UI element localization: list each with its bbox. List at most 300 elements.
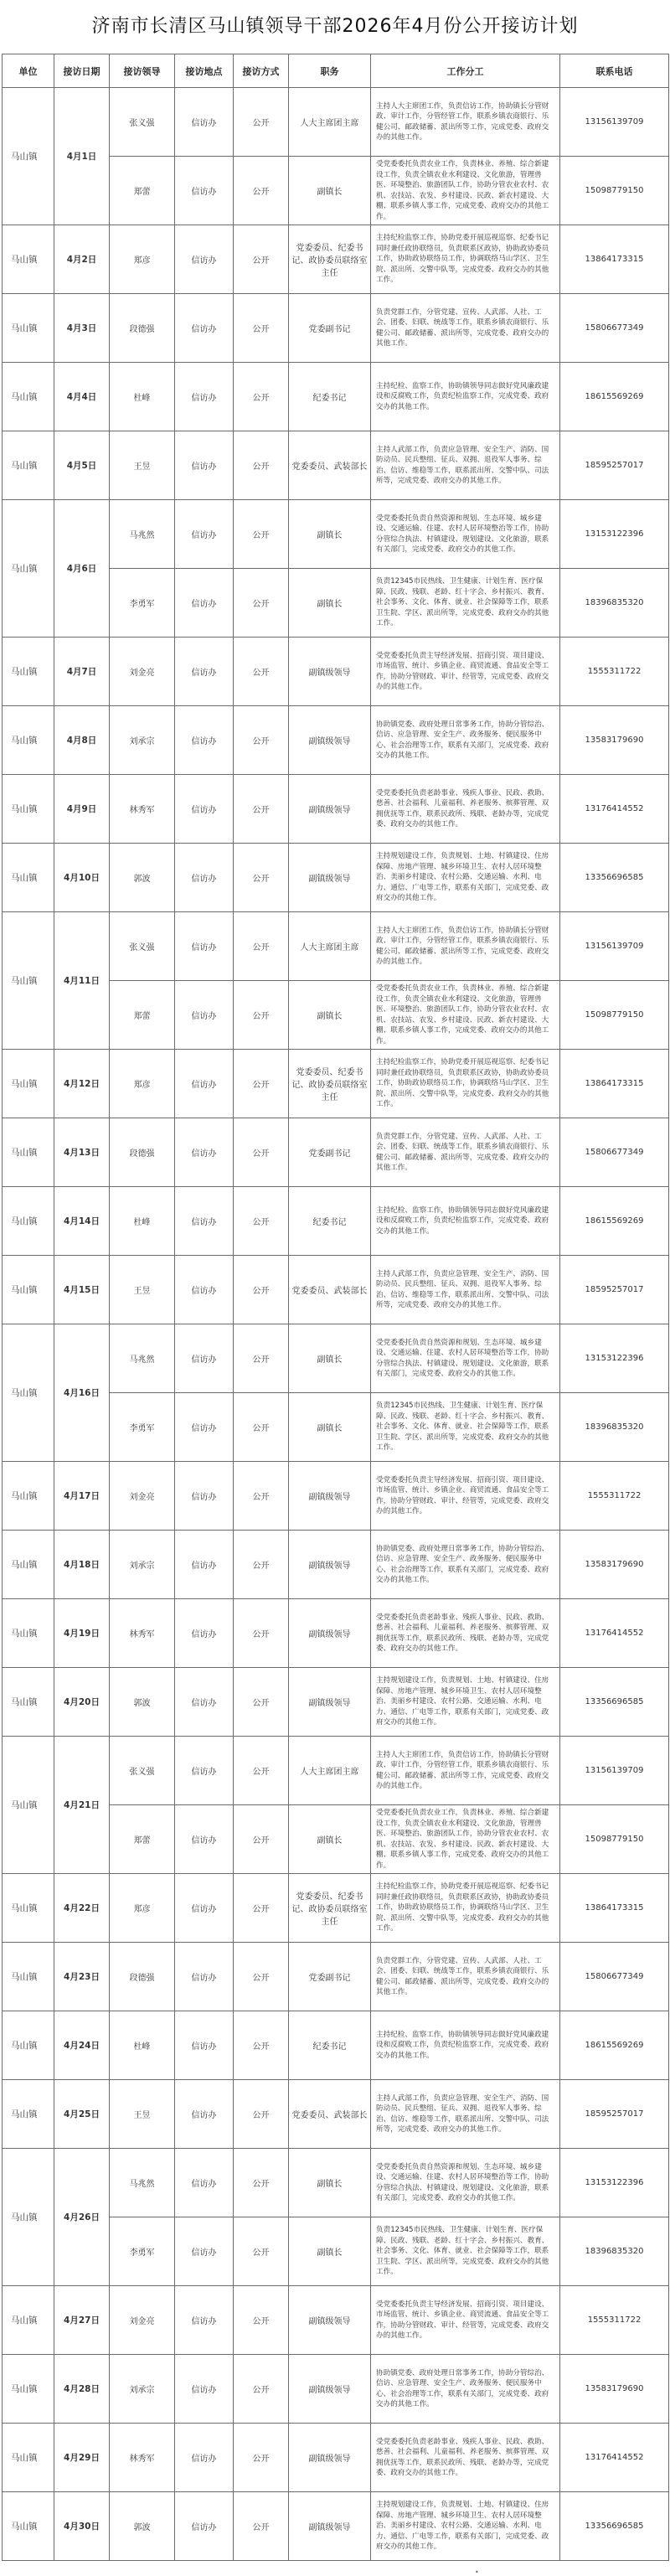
duty-cell: 协助镇党委、政府处理日常事务工作，协助分管综治、信访、应急管理、安全生产、政务服务、便民服务中心、社会治理等工作，联系有关部门，完成党委、政府交办的其他工作。 [371,1531,560,1599]
role-cell: 人大主席团主席 [289,912,371,981]
duty-cell: 受党委委托负责主导经济发展、招商引资、项目建设、市场监管、统计、乡镇企业、商贸流通、食品安全等工作，协助分管财政、审计、经管等，完成党委、政府交办的其他工作。 [371,638,560,706]
header-way: 接访方式 [234,54,289,88]
table-row [3,294,669,363]
table-row [3,912,669,981]
date-cell: 4月18日 [54,1531,110,1599]
way-cell: 公开 [234,775,289,844]
phone-cell: 18615569269 [560,2011,669,2080]
role-cell: 副镇长 [289,1393,371,1462]
phone-cell: 13356696585 [560,844,669,912]
role-cell: 副镇级领导 [289,2286,371,2355]
phone-cell: 13153122396 [560,2149,669,2217]
unit-cell: 马山镇 [3,431,54,500]
way-cell: 公开 [234,2011,289,2080]
role-cell: 党委委员、武装部长 [289,2080,371,2149]
table-row [3,1737,669,1805]
way-cell: 公开 [234,363,289,431]
unit-cell: 马山镇 [3,638,54,706]
leader-cell: 马兆然 [110,2149,175,2217]
leader-cell: 郭波 [110,1668,175,1737]
duty-cell: 协助镇党委、政府处理日常事务工作，协助分管综治、信访、应急管理、安全生产、政务服务、便民服务中心、社会治理等工作，联系有关部门，完成党委、政府交办的其他工作。 [371,706,560,775]
role-cell: 副镇长 [289,981,371,1050]
place-cell: 信访办 [175,706,234,775]
unit-cell: 马山镇 [3,1943,54,2011]
role-cell: 人大主席团主席 [289,1737,371,1805]
table-row [3,363,669,431]
duty-cell: 受党委委托负责农业工作，负责林业、养殖、综合新建设工作，负责全镇农业水利建设、文化旅游，管理兽医、环境整治、旅游团队工作，协助分管农业农村、农机、农技站、农发、乡村建设、民政、新农村建设、大棚、联系乡镇人事工作，完成党委、政府交办的其他工作。 [371,981,560,1050]
leader-cell: 张义强 [110,88,175,157]
duty-cell: 主持人大主席团工作，负责信访工作，协助镇长分管财政、审计工作，分管经管工作，联系乡镇农商银行、乐健公司、邮政储蓄、派出所等工作，完成党委、政府交办的其他工作。 [371,912,560,981]
way-cell: 公开 [234,2149,289,2217]
place-cell: 信访办 [175,1187,234,1256]
role-cell: 副镇级领导 [289,775,371,844]
role-cell: 副镇长 [289,569,371,638]
phone-cell: 13156139709 [560,1737,669,1805]
role-cell: 副镇长 [289,500,371,569]
way-cell: 公开 [234,1668,289,1737]
place-cell: 信访办 [175,431,234,500]
duty-cell: 受党委委托负责农业工作，负责林业、养殖、综合新建设工作，负责全镇农业水利建设、文化旅游，管理兽医、环境整治、旅游团队工作，协助分管农业农村、农机、农技站、农发、乡村建设、民政、新农村建设、大棚、联系乡镇人事工作，完成党委、政府交办的其他工作。 [371,157,560,225]
leader-cell: 张义强 [110,912,175,981]
unit-cell: 马山镇 [3,1874,54,1943]
date-cell: 4月13日 [54,1118,110,1187]
table-row [3,1599,669,1668]
phone-cell: 18396835320 [560,2217,669,2286]
unit-cell: 马山镇 [3,363,54,431]
duty-cell: 受党委委托负责老龄事业、残疾人事业、民政、救助、慈善、社会福利、儿童福利、养老服务、殡葬管理、双拥优抚等工作，联系民政所、残联、老龄办等，完成党委、政府交办的其他工作。 [371,2424,560,2492]
way-cell: 公开 [234,1874,289,1943]
date-cell: 4月28日 [54,2355,110,2424]
way-cell: 公开 [234,2492,289,2561]
leader-cell: 郑彦 [110,1874,175,1943]
unit-cell: 马山镇 [3,88,54,225]
date-cell: 4月24日 [54,2011,110,2080]
leader-cell: 刘承宗 [110,1531,175,1599]
date-cell: 4月5日 [54,431,110,500]
unit-cell: 马山镇 [3,1668,54,1737]
phone-cell: 13153122396 [560,1324,669,1393]
phone-cell: 1555311722 [560,638,669,706]
place-cell: 信访办 [175,2355,234,2424]
duty-cell: 受党委委托负责主导经济发展、招商引资、项目建设、市场监管、统计、乡镇企业、商贸流通、食品安全等工作，协助分管财政、审计、经管等，完成党委、政府交办的其他工作。 [371,1462,560,1531]
header-leader: 接访领导 [110,54,175,88]
leader-cell: 王昱 [110,1256,175,1324]
phone-cell: 18615569269 [560,1187,669,1256]
phone-cell: 13864173315 [560,1050,669,1118]
role-cell: 副镇级领导 [289,1599,371,1668]
leader-cell: 郭波 [110,844,175,912]
role-cell: 党委副书记 [289,1943,371,2011]
duty-cell: 受党委委托负责农业工作，负责林业、养殖、综合新建设工作，负责全镇农业水利建设、文化旅游，管理兽医、环境整治、旅游团队工作，协助分管农业农村、农机、农技站、农发、乡村建设、民政、新农村建设、大棚、联系乡镇人事工作，完成党委、政府交办的其他工作。 [371,1805,560,1874]
date-cell: 4月4日 [54,363,110,431]
phone-cell: 13156139709 [560,88,669,157]
duty-cell: 主持纪检监察工作，协助党委开展巡视巡察、纪委书记同时兼任政协联络员，负责联系区政协，协助政协委员工作，协助政协联络员工作，协调联络马山学区、卫生院、派出所、交警中队等，完成党委、政府交办的其他工作。 [371,1050,560,1118]
table-row [3,2492,669,2561]
way-cell: 公开 [234,1050,289,1118]
place-cell: 信访办 [175,2149,234,2217]
duty-cell: 受党委委托负责自然资源和规划、生态环境、城乡建设、交通运输、住建、农村人居环境整治等工作，协助分管综合执法、村镇建设、规划建设、文化旅游，联系有关部门，完成党委、政府交办的其他工作。 [371,2149,560,2217]
table-row [3,2355,669,2424]
footer-mark: • [475,2568,479,2576]
duty-cell: 主持纪检、监察工作，协助镇领导同志做好党风廉政建设和反腐败工作，负责纪检监察工作，完成党委、政府交办的其他工作。 [371,2011,560,2080]
date-cell: 4月19日 [54,1599,110,1668]
date-cell: 4月29日 [54,2424,110,2492]
date-cell: 4月8日 [54,706,110,775]
leader-cell: 张义强 [110,1737,175,1805]
table-row [3,2080,669,2149]
phone-cell: 15806677349 [560,294,669,363]
date-cell: 4月6日 [54,500,110,638]
phone-cell: 13176414552 [560,775,669,844]
place-cell: 信访办 [175,981,234,1050]
duty-cell: 主持纪检、监察工作，协助镇领导同志做好党风廉政建设和反腐败工作，负责纪检监察工作，完成党委、政府交办的其他工作。 [371,363,560,431]
phone-cell: 13583179690 [560,1531,669,1599]
phone-cell: 18396835320 [560,569,669,638]
unit-cell: 马山镇 [3,2149,54,2286]
date-cell: 4月3日 [54,294,110,363]
way-cell: 公开 [234,2286,289,2355]
way-cell: 公开 [234,2080,289,2149]
place-cell: 信访办 [175,1050,234,1118]
table-row [3,1874,669,1943]
unit-cell: 马山镇 [3,2424,54,2492]
role-cell: 副镇级领导 [289,706,371,775]
way-cell: 公开 [234,431,289,500]
way-cell: 公开 [234,569,289,638]
date-cell: 4月12日 [54,1050,110,1118]
unit-cell: 马山镇 [3,500,54,638]
phone-cell: 13356696585 [560,1668,669,1737]
leader-cell: 王昱 [110,431,175,500]
place-cell: 信访办 [175,1462,234,1531]
role-cell: 纪委书记 [289,363,371,431]
unit-cell: 马山镇 [3,1324,54,1462]
leader-cell: 李勇军 [110,2217,175,2286]
header-phone: 联系电话 [560,54,669,88]
date-cell: 4月22日 [54,1874,110,1943]
role-cell: 副镇级领导 [289,2355,371,2424]
place-cell: 信访办 [175,2424,234,2492]
unit-cell: 马山镇 [3,775,54,844]
date-cell: 4月16日 [54,1324,110,1462]
duty-cell: 主持人大主席团工作，负责信访工作，协助镇长分管财政、审计工作，分管经管工作，联系乡镇农商银行、乐健公司、邮政储蓄、派出所等工作，完成党委、政府交办的其他工作。 [371,1737,560,1805]
place-cell: 信访办 [175,1874,234,1943]
phone-cell: 13864173315 [560,225,669,294]
duty-cell: 负责党群工作，分管党建、宣传、人武部、人社、工会、团委、妇联、统战等工作，联系乡镇农商银行、乐健公司、邮政储蓄、派出所等，完成党委、政府交办的其他工作。 [371,294,560,363]
leader-cell: 杜峰 [110,1187,175,1256]
way-cell: 公开 [234,1943,289,2011]
phone-cell: 15098779150 [560,1805,669,1874]
duty-cell: 主持规划建设工作，负责规划、土地、村镇建设、住房保障、房地产管理、城乡环境卫生、农村人居环境整治、美丽乡村建设、农村公路、交通运输、水利、电力、通信、广电等工作，联系有关部门，完成党委、政府交办的其他工作。 [371,844,560,912]
unit-cell: 马山镇 [3,225,54,294]
duty-cell: 负责12345市民热线、卫生健康、计划生育、医疗保障、民政、残联、老龄、红十字会、乡村振兴、教育、社会事务、文化、体育、就业、社会保障等工作，联系卫生院、学区、派出所等，完成党委、政府交办的其他工作。 [371,569,560,638]
phone-cell: 18615569269 [560,363,669,431]
leader-cell: 郑彦 [110,225,175,294]
leader-cell: 王昱 [110,2080,175,2149]
way-cell: 公开 [234,294,289,363]
unit-cell: 马山镇 [3,294,54,363]
leader-cell: 刘承宗 [110,2355,175,2424]
role-cell: 副镇长 [289,1324,371,1393]
way-cell: 公开 [234,706,289,775]
phone-cell: 1555311722 [560,2286,669,2355]
place-cell: 信访办 [175,1393,234,1462]
place-cell: 信访办 [175,1737,234,1805]
duty-cell: 受党委委托负责主导经济发展、招商引资、项目建设、市场监管、统计、乡镇企业、商贸流通、食品安全等工作，协助分管财政、审计、经管等，完成党委、政府交办的其他工作。 [371,2286,560,2355]
table-row [3,775,669,844]
phone-cell: 18396835320 [560,1393,669,1462]
table-row [3,2424,669,2492]
table-row [3,1943,669,2011]
way-cell: 公开 [234,500,289,569]
way-cell: 公开 [234,1599,289,1668]
header-unit: 单位 [3,54,54,88]
way-cell: 公开 [234,1187,289,1256]
role-cell: 党委副书记 [289,1118,371,1187]
leader-cell: 郑彦 [110,1050,175,1118]
way-cell: 公开 [234,1324,289,1393]
phone-cell: 13176414552 [560,2424,669,2492]
header-place: 接访地点 [175,54,234,88]
date-cell: 4月1日 [54,88,110,225]
phone-cell: 15806677349 [560,1943,669,2011]
role-cell: 副镇级领导 [289,638,371,706]
duty-cell: 主持纪检监察工作，协助党委开展巡视巡察、纪委书记同时兼任政协联络员，负责联系区政协，协助政协委员工作，协助政协联络员工作，协调联络马山学区、卫生院、派出所、交警中队等，完成党委、政府交办的其他工作。 [371,1874,560,1943]
table-row [3,500,669,569]
leader-cell: 林秀军 [110,775,175,844]
way-cell: 公开 [234,981,289,1050]
role-cell: 副镇长 [289,1805,371,1874]
phone-cell: 18595257017 [560,1256,669,1324]
way-cell: 公开 [234,844,289,912]
page-title: 济南市长清区马山镇领导干部2026年4月份公开接访计划 [91,16,579,37]
table-row [3,638,669,706]
role-cell: 纪委书记 [289,2011,371,2080]
place-cell: 信访办 [175,2217,234,2286]
header-row [3,54,669,88]
role-cell: 副镇级领导 [289,1668,371,1737]
way-cell: 公开 [234,2424,289,2492]
role-cell: 副镇级领导 [289,2492,371,2561]
table-row [3,2149,669,2217]
unit-cell: 马山镇 [3,2011,54,2080]
place-cell: 信访办 [175,569,234,638]
table-row [3,1187,669,1256]
duty-cell: 主持人武部工作，负责应急管理、安全生产、消防、国防动员、民兵整组、征兵、双拥、退役军人事务、综治、信访、维稳等工作，联系派出所、交警中队、司法所等，完成党委、政府交办的其他工作。 [371,2080,560,2149]
header-date: 接访日期 [54,54,110,88]
way-cell: 公开 [234,1531,289,1599]
duty-cell: 主持规划建设工作，负责规划、土地、村镇建设、住房保障、房地产管理、城乡环境卫生、农村人居环境整治、美丽乡村建设、农村公路、交通运输、水利、电力、通信、广电等工作，联系有关部门，完成党委、政府交办的其他工作。 [371,1668,560,1737]
unit-cell: 马山镇 [3,2286,54,2355]
place-cell: 信访办 [175,844,234,912]
place-cell: 信访办 [175,225,234,294]
table-row [3,1118,669,1187]
date-cell: 4月15日 [54,1256,110,1324]
unit-cell: 马山镇 [3,2080,54,2149]
table-row [3,1050,669,1118]
way-cell: 公开 [234,1256,289,1324]
place-cell: 信访办 [175,1599,234,1668]
role-cell: 党委委员、纪委书记、政协委员联络室主任 [289,225,371,294]
place-cell: 信访办 [175,294,234,363]
leader-cell: 郑蕾 [110,157,175,225]
role-cell: 纪委书记 [289,1187,371,1256]
place-cell: 信访办 [175,2080,234,2149]
phone-cell: 13156139709 [560,912,669,981]
place-cell: 信访办 [175,1256,234,1324]
date-cell: 4月27日 [54,2286,110,2355]
way-cell: 公开 [234,1737,289,1805]
unit-cell: 马山镇 [3,1531,54,1599]
table-row [3,2286,669,2355]
phone-cell: 13153122396 [560,500,669,569]
duty-cell: 主持纪检监察工作，协助党委开展巡视巡察、纪委书记同时兼任政协联络员，负责联系区政协，协助政协委员工作，协助政协联络员工作，协调联络马山学区、卫生院、派出所、交警中队等，完成党委、政府交办的其他工作。 [371,225,560,294]
date-cell: 4月26日 [54,2149,110,2286]
unit-cell: 马山镇 [3,2355,54,2424]
leader-cell: 郭波 [110,2492,175,2561]
place-cell: 信访办 [175,157,234,225]
date-cell: 4月7日 [54,638,110,706]
unit-cell: 马山镇 [3,844,54,912]
header-duty: 工作分工 [371,54,560,88]
leader-cell: 杜峰 [110,2011,175,2080]
unit-cell: 马山镇 [3,1256,54,1324]
place-cell: 信访办 [175,1531,234,1599]
leader-cell: 刘金亮 [110,1462,175,1531]
way-cell: 公开 [234,225,289,294]
place-cell: 信访办 [175,912,234,981]
way-cell: 公开 [234,638,289,706]
phone-cell: 15806677349 [560,1118,669,1187]
date-cell: 4月9日 [54,775,110,844]
duty-cell: 主持人武部工作，负责应急管理、安全生产、消防、国防动员、民兵整组、征兵、双拥、退役军人事务、综治、信访、维稳等工作，联系派出所、交警中队、司法所等，完成党委、政府交办的其他工作。 [371,431,560,500]
place-cell: 信访办 [175,2011,234,2080]
duty-cell: 受党委委托负责老龄事业、残疾人事业、民政、救助、慈善、社会福利、儿童福利、养老服务、殡葬管理、双拥优抚等工作，联系民政所、残联、老龄办等，完成党委、政府交办的其他工作。 [371,1599,560,1668]
role-cell: 副镇长 [289,2217,371,2286]
role-cell: 副镇级领导 [289,1462,371,1531]
role-cell: 党委委员、纪委书记、政协委员联络室主任 [289,1050,371,1118]
date-cell: 4月25日 [54,2080,110,2149]
place-cell: 信访办 [175,500,234,569]
way-cell: 公开 [234,2217,289,2286]
leader-cell: 李勇军 [110,569,175,638]
unit-cell: 马山镇 [3,1118,54,1187]
leader-cell: 刘金亮 [110,638,175,706]
unit-cell: 马山镇 [3,912,54,1050]
unit-cell: 马山镇 [3,1462,54,1531]
phone-cell: 15098779150 [560,981,669,1050]
phone-cell: 13864173315 [560,1874,669,1943]
role-cell: 副镇级领导 [289,1531,371,1599]
role-cell: 副镇长 [289,2149,371,2217]
leader-cell: 刘承宗 [110,706,175,775]
way-cell: 公开 [234,2355,289,2424]
table-row [3,706,669,775]
date-cell: 4月2日 [54,225,110,294]
role-cell: 副镇级领导 [289,844,371,912]
place-cell: 信访办 [175,1668,234,1737]
phone-cell: 13583179690 [560,706,669,775]
duty-cell: 受党委委托负责老龄事业、残疾人事业、民政、救助、慈善、社会福利、儿童福利、养老服务、殡葬管理、双拥优抚等工作，联系民政所、残联、老龄办等，完成党委、政府交办的其他工作。 [371,775,560,844]
date-cell: 4月11日 [54,912,110,1050]
header-role: 职务 [289,54,371,88]
date-cell: 4月14日 [54,1187,110,1256]
way-cell: 公开 [234,157,289,225]
phone-cell: 18595257017 [560,431,669,500]
unit-cell: 马山镇 [3,1599,54,1668]
table-row [3,1324,669,1393]
duty-cell: 协助镇党委、政府处理日常事务工作，协助分管综治、信访、应急管理、安全生产、政务服务、便民服务中心、社会治理等工作，联系有关部门，完成党委、政府交办的其他工作。 [371,2355,560,2424]
phone-cell: 13176414552 [560,1599,669,1668]
unit-cell: 马山镇 [3,1737,54,1874]
unit-cell: 马山镇 [3,1187,54,1256]
duty-cell: 主持规划建设工作，负责规划、土地、村镇建设、住房保障、房地产管理、城乡环境卫生、农村人居环境整治、美丽乡村建设、农村公路、交通运输、水利、电力、通信、广电等工作，联系有关部门，完成党委、政府交办的其他工作。 [371,2492,560,2561]
unit-cell: 马山镇 [3,2492,54,2561]
way-cell: 公开 [234,912,289,981]
leader-cell: 段德强 [110,1118,175,1187]
role-cell: 党委委员、武装部长 [289,431,371,500]
role-cell: 副镇级领导 [289,2424,371,2492]
table-row [3,1462,669,1531]
place-cell: 信访办 [175,1805,234,1874]
leader-cell: 李勇军 [110,1393,175,1462]
duty-cell: 负责党群工作，分管党建、宣传、人武部、人社、工会、团委、妇联、统战等工作，联系乡镇农商银行、乐健公司、邮政储蓄、派出所等，完成党委、政府交办的其他工作。 [371,1943,560,2011]
role-cell: 人大主席团主席 [289,88,371,157]
leader-cell: 林秀军 [110,1599,175,1668]
leader-cell: 郑蕾 [110,1805,175,1874]
place-cell: 信访办 [175,775,234,844]
place-cell: 信访办 [175,1943,234,2011]
leader-cell: 杜峰 [110,363,175,431]
unit-cell: 马山镇 [3,706,54,775]
table-row [3,2011,669,2080]
place-cell: 信访办 [175,363,234,431]
phone-cell: 13356696585 [560,2492,669,2561]
unit-cell: 马山镇 [3,1050,54,1118]
duty-cell: 受党委委托负责自然资源和规划、生态环境、城乡建设、交通运输、住建、农村人居环境整治等工作，协助分管综合执法、村镇建设、规划建设、文化旅游，联系有关部门，完成党委、政府交办的其他工作。 [371,500,560,569]
table-row [3,88,669,157]
phone-cell: 1555311722 [560,1462,669,1531]
leader-cell: 马兆然 [110,1324,175,1393]
duty-cell: 主持人大主席团工作，负责信访工作，协助镇长分管财政、审计工作，分管经管工作，联系乡镇农商银行、乐健公司、邮政储蓄、派出所等工作，完成党委、政府交办的其他工作。 [371,88,560,157]
leader-cell: 林秀军 [110,2424,175,2492]
leader-cell: 马兆然 [110,500,175,569]
way-cell: 公开 [234,1462,289,1531]
place-cell: 信访办 [175,1324,234,1393]
place-cell: 信访办 [175,88,234,157]
role-cell: 党委委员、武装部长 [289,1256,371,1324]
schedule-table [2,54,669,2561]
table-row [3,844,669,912]
duty-cell: 受党委委托负责自然资源和规划、生态环境、城乡建设、交通运输、住建、农村人居环境整治等工作，协助分管综合执法、村镇建设、规划建设、文化旅游，联系有关部门，完成党委、政府交办的其他工作。 [371,1324,560,1393]
leader-cell: 段德强 [110,294,175,363]
way-cell: 公开 [234,88,289,157]
date-cell: 4月30日 [54,2492,110,2561]
leader-cell: 郑蕾 [110,981,175,1050]
duty-cell: 主持纪检、监察工作，协助镇领导同志做好党风廉政建设和反腐败工作，负责纪检监察工作，完成党委、政府交办的其他工作。 [371,1187,560,1256]
leader-cell: 段德强 [110,1943,175,2011]
way-cell: 公开 [234,1118,289,1187]
place-cell: 信访办 [175,2492,234,2561]
place-cell: 信访办 [175,638,234,706]
table-row [3,1256,669,1324]
table-row [3,431,669,500]
phone-cell: 13583179690 [560,2355,669,2424]
table-row [3,1668,669,1737]
duty-cell: 主持人武部工作，负责应急管理、安全生产、消防、国防动员、民兵整组、征兵、双拥、退役军人事务、综治、信访、维稳等工作，联系派出所、交警中队、司法所等，完成党委、政府交办的其他工作。 [371,1256,560,1324]
role-cell: 副镇长 [289,157,371,225]
date-cell: 4月23日 [54,1943,110,2011]
